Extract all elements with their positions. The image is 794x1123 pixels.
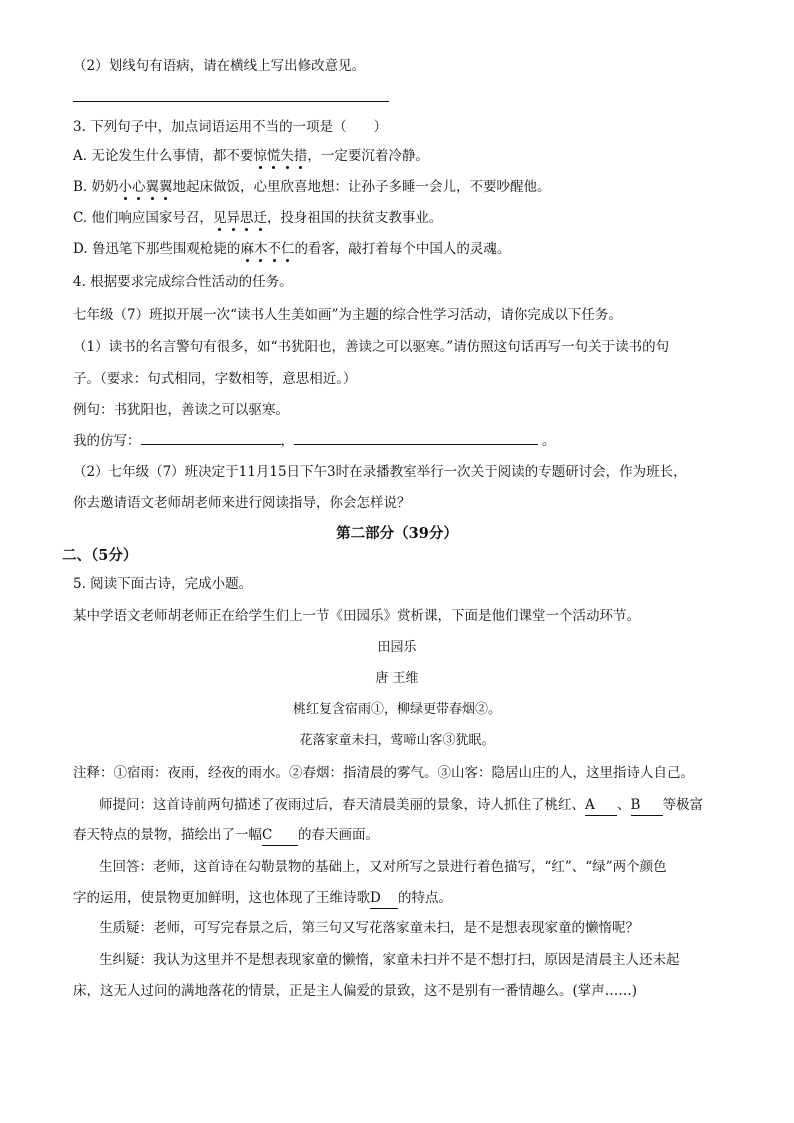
dotted-char: 仁 bbox=[280, 241, 295, 257]
student-answer-line2 bbox=[73, 888, 452, 909]
q4-stem: 4. 根据要求完成综合性活动的任务。 bbox=[73, 274, 293, 290]
q4-sub1-line2: 子。（要求：句式相同，字数相等，意思相近。） bbox=[73, 371, 357, 387]
option-b-prefix: B. 奶奶 bbox=[73, 179, 119, 195]
q4-sub2-line2: 你去邀请语文老师胡老师来进行阅读指导，你会怎样说？ bbox=[73, 495, 411, 511]
imitation-blank-1[interactable] bbox=[141, 431, 281, 445]
q2-sub2-instruction: （2）划线句有语病，请在横线上写出修改意见。 bbox=[73, 58, 366, 74]
student-answer-line1: 生回答：老师，这首诗在勾勒景物的基础上，又对所写之景进行着色描写，“红”、“绿”两个颜色 bbox=[99, 859, 667, 875]
student-correction-line2: 床，这无人过问的满地落花的情景，正是主人偏爱的景致，这不是别有一番情趣么。(掌声……) bbox=[73, 983, 638, 999]
dotted-char: 措 bbox=[293, 148, 308, 164]
dotted-char: 思 bbox=[239, 210, 254, 226]
q4-sub2-line1: （2）七年级（7）班决定于11月15日下午3时在录播教室举行一次关于阅读的专题研讨会，作为班长， bbox=[73, 464, 687, 480]
dotted-char: 失 bbox=[280, 148, 294, 164]
poem-author: 唐 王维 bbox=[375, 671, 419, 686]
student-answer-text: 的特点。 bbox=[398, 890, 452, 906]
q4-sub1-line1: （1）读书的名言警句有很多，如“书犹阳也，善读之可以驱寒。”请仿照这句话再写一句关于读书的句 bbox=[73, 339, 670, 355]
blank-a[interactable]: A bbox=[585, 795, 617, 816]
part2-title: 第二部分（39分） bbox=[336, 525, 458, 542]
imitation-blank-2[interactable] bbox=[294, 431, 538, 445]
student-answer-text: 字的运用，使景物更加鲜明，这也体现了王维诗歌 bbox=[73, 890, 370, 906]
answer-line[interactable] bbox=[73, 101, 389, 102]
dotted-char: 翼 bbox=[159, 179, 173, 195]
imitation-label: 我的仿写： bbox=[73, 433, 141, 449]
teacher-question-line2 bbox=[73, 825, 379, 846]
option-b-suffix: 地起床做饭，心里欣喜地想：让孙子多睡一会儿，不要吵醒他。 bbox=[172, 179, 551, 195]
teacher-question-line1 bbox=[99, 795, 703, 816]
dotted-char: 慌 bbox=[266, 148, 281, 164]
q4-example: 例句：书犹阳也，善读之可以驱寒。 bbox=[73, 402, 289, 418]
poem-title: 田园乐 bbox=[377, 640, 417, 655]
dotted-char: 翼 bbox=[145, 179, 160, 195]
option-d-suffix: 的看客，敲打着每个中国人的灵魂。 bbox=[294, 241, 511, 257]
dotted-char: 见 bbox=[212, 210, 227, 226]
poem-line-1: 桃红复含宿雨①，柳绿更带春烟②。 bbox=[292, 702, 501, 717]
teacher-question-text: 春天特点的景物，描绘出了一幅 bbox=[73, 827, 262, 843]
q3-option-b bbox=[73, 177, 551, 197]
teacher-question-text: 师提问：这首诗前两句描述了夜雨过后，春天清晨美丽的景象，诗人抓住了桃红、 bbox=[99, 797, 585, 813]
comma: ， bbox=[280, 433, 294, 449]
dotted-char: 异 bbox=[226, 210, 240, 226]
dotted-char: 麻 bbox=[240, 241, 254, 257]
poem-notes: 注释：①宿雨：夜雨，经夜的雨水。②春烟：指清晨的雾气。③山客：隐居山庄的人，这里指诗人自己。 bbox=[73, 765, 694, 781]
dotted-char: 惊 bbox=[253, 148, 267, 164]
dotted-char: 小 bbox=[118, 179, 133, 195]
student-correction-line1: 生纠疑：我认为这里并不是想表现家童的懒惰，家童未扫并不是不想打扫，原因是清晨主人还未起 bbox=[99, 952, 680, 968]
q4-intro: 七年级（7）班拟开展一次“读书人生美如画”为主题的综合性学习活动，请你完成以下任务。 bbox=[73, 307, 622, 323]
period: 。 bbox=[542, 433, 556, 449]
q3-option-c bbox=[73, 208, 442, 228]
option-c-suffix: ，投身祖国的扶贫支教事业。 bbox=[266, 210, 443, 226]
q5-stem: 5. 阅读下面古诗，完成小题。 bbox=[73, 576, 253, 592]
q5-intro: 某中学语文老师胡老师正在给学生们上一节《田园乐》赏析课，下面是他们课堂一个活动环节。 bbox=[73, 608, 640, 624]
option-a-suffix: ，一定要沉着冷静。 bbox=[307, 148, 429, 164]
separator: 、 bbox=[617, 797, 631, 813]
q3-option-a bbox=[73, 146, 429, 166]
student-question: 生质疑：老师，可写完春景之后，第三句又写花落家童未扫，是不是想表现家童的懒惰呢？ bbox=[99, 920, 639, 936]
poem-line-2: 花落家童未扫，莺啼山客③犹眠。 bbox=[299, 733, 495, 748]
teacher-question-text: 的春天画面。 bbox=[298, 827, 379, 843]
dotted-char: 迁 bbox=[253, 210, 267, 226]
q3-stem: 3. 下列句子中，加点词语运用不当的一项是（ ） bbox=[73, 119, 388, 135]
option-c-prefix: C. 他们响应国家号召， bbox=[73, 210, 213, 226]
section-2-heading: 二、（5分） bbox=[62, 547, 138, 564]
dotted-char: 心 bbox=[132, 179, 146, 195]
q3-option-d bbox=[73, 239, 510, 259]
blank-c[interactable]: C bbox=[262, 825, 298, 846]
dotted-char: 不 bbox=[267, 241, 281, 257]
q4-my-imitation bbox=[73, 431, 556, 451]
option-d-prefix: D. 鲁迅笔下那些围观枪毙的 bbox=[73, 241, 241, 257]
dotted-char: 木 bbox=[253, 241, 268, 257]
blank-b[interactable]: B bbox=[631, 795, 663, 816]
blank-d[interactable]: D bbox=[370, 888, 398, 909]
option-a-prefix: A. 无论发生什么事情，都不要 bbox=[73, 148, 254, 164]
teacher-question-text: 等极富 bbox=[662, 797, 703, 813]
